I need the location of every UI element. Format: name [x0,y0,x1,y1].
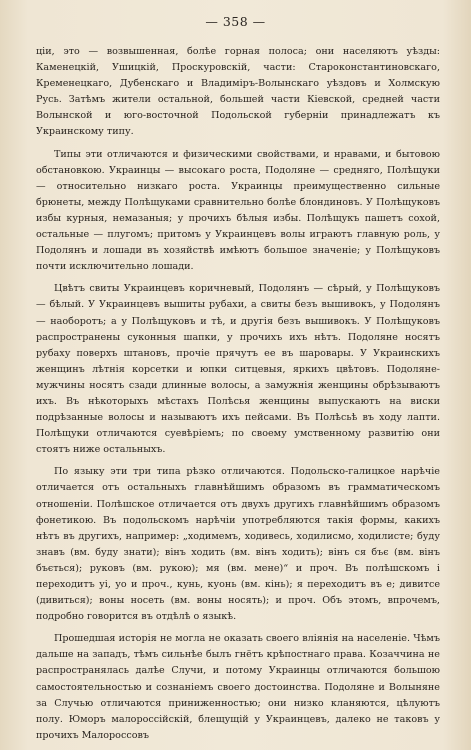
paragraph-1: ціи, это — возвышенная, болѣе горная полоса; они населяютъ уѣзды: Каменецкій, Ушицкій, Проскуровскій, части: Староконстантиновскаго, Кременецкаго, Дубенскаго и Владиміръ-Волынскаго уѣздовъ и Холмскую Русь. Затѣмъ жители остальной, большей части Кіевской, средней части Волынской и юго-восточной Подольской губерніи принадлежатъ къ Украинскому типу. [36,46,440,138]
paragraph-5: Прошедшая исторія не могла не оказать своего вліянія на населеніе. Чѣмъ дальше на западъ, тѣмъ сильнѣе былъ гнётъ крѣпостнаго права. Козаччина не распространялась далѣе Случи, и потому Украинцы отличаются большою самостоятельностью и сознаніемъ своего достоинства. Подоляне и Волыняне за Случью отличаются приниженностью; они низко кланяются, цѣлуютъ полу. Юморъ малороссійскій, блещущій у Украинцевъ, далеко не таковъ у прочихъ Малороссовъ [36,633,440,741]
page-number: — 358 — [205,14,266,29]
body-text [36,44,440,744]
paragraph-4: По языку эти три типа рѣзко отличаются. Подольско-галицкое нарѣчіе отличается отъ остальныхъ главнѣйшимъ образомъ въ грамматическомъ отношеніи. Полѣшское отличается отъ двухъ другихъ главнѣйшимъ образомъ фонетикою. Въ подольскомъ нарѣчіи употребляются такія формы, какихъ нѣтъ въ другихъ, например: „ходимемъ, ходивесь, ходилисмо, ходилисте; буду знавъ (вм. буду знати); вінъ ходить (вм. вінъ ходить); вінъ ся бъє (вм. вінъ бъється); руковъ (вм. рукою); мя (вм. мене)“ и проч. Въ полѣшскомъ і переходитъ уі, уо и проч., кунь, куонь (вм. кінь); я переходитъ въ е; дивитсе (дивиться); воны носеть (вм. воны носять); и проч. Объ этомъ, впрочемъ, подробно говорится въ отдѣлѣ о языкѣ. [36,466,440,623]
paragraph-3: Цвѣтъ свиты Украинцевъ коричневый, Подолянъ — сѣрый, у Полѣщуковъ — бѣлый. У Украинцевъ вышиты рубахи, а свиты безъ вышивокъ, у Подолянъ — наоборотъ; а у Полѣщуковъ и тѣ, и другія безъ вышивокъ. У Полѣщуковъ распространены суконныя шапки, у прочихъ ихъ нѣтъ. Подоляне носятъ рубаху поверхъ штановъ, прочіе прячутъ ее въ шаровары. У Украинскихъ женщинъ лѣтнія корсетки и юпки ситцевыя, яркихъ цвѣтовъ. Подоляне-мужчины носятъ сзади длинные волосы, а замужнія женщины обрѣзываютъ ихъ. Въ нѣкоторыхъ мѣстахъ Полѣсья женщины выпускаютъ на виски подрѣзанные волосы и называютъ ихъ пейсами. Въ Полѣсьѣ въ ходу лапти. Полѣщуки отличаются суевѣріемъ; по своему умственному развитію они стоятъ ниже остальныхъ. [36,283,440,456]
paragraph-2: Типы эти отличаются и физическими свойствами, и нравами, и бытовою обстановкою. Украинцы — высокаго роста, Подоляне — средняго, Полѣщуки — относительно низкаго роста. Украинцы преимущественно сильные брюнеты, между Полѣщуками сравнительно болѣе блондиновъ. У Полѣщуковъ избы курныя, немазаныя; у прочихъ бѣлыя избы. Полѣщукъ пашетъ сохой, остальные — плугомъ; притомъ у Украинцевъ волы играютъ главную роль, у Подолянъ и лошади въ хозяйствѣ имѣютъ большое значеніе; у Полѣщуковъ почти исключительно лошади. [36,148,440,273]
